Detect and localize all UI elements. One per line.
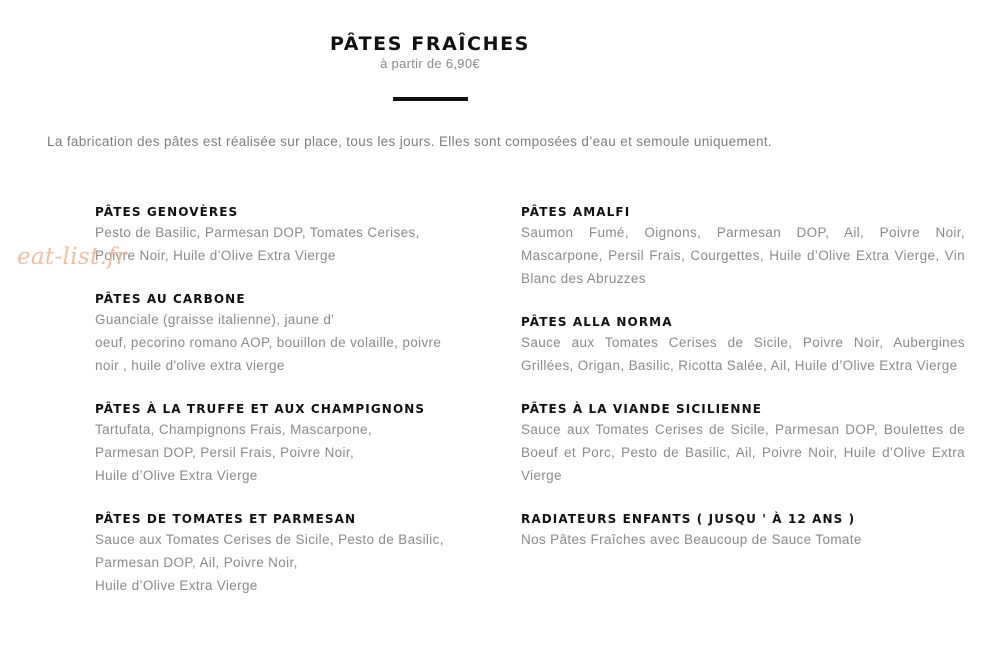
menu-item xyxy=(521,510,965,551)
menu-item-name: RADIATEURS ENFANTS ( JUSQU ' À 12 ANS ) xyxy=(521,512,856,526)
menu-item-description xyxy=(95,418,480,487)
description-line: Poivre Noir, Huile d’Olive Extra Vierge xyxy=(95,248,336,263)
menu-header xyxy=(300,30,560,72)
menu-item xyxy=(521,203,965,290)
menu-item xyxy=(95,203,480,267)
menu-item xyxy=(95,400,480,487)
title-divider xyxy=(393,97,468,101)
description-line: Tartufata, Champignons Frais, Mascarpone, xyxy=(95,422,372,437)
menu-column-left xyxy=(95,203,480,620)
description-line: Parmesan DOP, Ail, Poivre Noir, xyxy=(95,555,298,570)
menu-item xyxy=(521,313,965,377)
watermark: eat-list.fr xyxy=(17,244,128,270)
menu-item-name: PÂTES À LA TRUFFE ET AUX CHAMPIGNONS xyxy=(95,402,426,416)
menu-item-description xyxy=(95,308,480,377)
menu-item-name: PÂTES DE TOMATES ET PARMESAN xyxy=(95,512,357,526)
menu-item-description: Sauce aux Tomates Cerises de Sicile, Poivre Noir, Aubergines Grillées, Origan, Basilic, Ricotta Salée, Ail, Huile d’Olive Extra Vierge xyxy=(521,335,965,373)
intro-text: La fabrication des pâtes est réalisée sur place, tous les jours. Elles sont composées d’eau et semoule uniquement. xyxy=(47,134,773,149)
description-line: Pesto de Basilic, Parmesan DOP, Tomates Cerises, xyxy=(95,225,420,240)
menu-item-name: PÂTES AMALFI xyxy=(521,205,631,219)
page-title: PÂTES FRAÎCHES xyxy=(330,33,530,55)
menu-item-description: Sauce aux Tomates Cerises de Sicile, Parmesan DOP, Boulettes de Boeuf et Porc, Pesto de Basilic, Ail, Poivre Noir, Huile d’Olive Extra Vierge xyxy=(521,422,965,483)
menu-item xyxy=(521,400,965,487)
description-line: Parmesan DOP, Persil Frais, Poivre Noir, xyxy=(95,445,355,460)
menu-item-description xyxy=(95,221,480,267)
menu-column-right xyxy=(521,203,965,574)
description-line: Huile d’Olive Extra Vierge xyxy=(95,468,258,483)
menu-item-name: PÂTES À LA VIANDE SICILIENNE xyxy=(521,402,763,416)
description-line: oeuf, pecorino romano AOP, bouillon de volaille, poivre xyxy=(95,335,442,350)
menu-item-name: PÂTES ALLA NORMA xyxy=(521,315,673,329)
menu-item-description: Nos Pâtes Fraîches avec Beaucoup de Sauce Tomate xyxy=(521,532,862,547)
description-line: Guanciale (graisse italienne), jaune d' xyxy=(95,312,335,327)
menu-item-description xyxy=(95,528,480,597)
description-line: Sauce aux Tomates Cerises de Sicile, Pesto de Basilic, xyxy=(95,532,444,547)
price-subtitle: à partir de 6,90€ xyxy=(380,56,480,71)
menu-item-name: PÂTES AU CARBONE xyxy=(95,292,246,306)
description-line: noir , huile d'olive extra vierge xyxy=(95,358,285,373)
menu-item-name: PÂTES GENOVÈRES xyxy=(95,205,239,219)
menu-item xyxy=(95,510,480,597)
menu-item-description: Saumon Fumé, Oignons, Parmesan DOP, Ail, Poivre Noir, Mascarpone, Persil Frais, Courgettes, Huile d’Olive Extra Vierge, Vin Blanc des Abruzzes xyxy=(521,225,965,286)
description-line: Huile d’Olive Extra Vierge xyxy=(95,578,258,593)
menu-item xyxy=(95,290,480,377)
